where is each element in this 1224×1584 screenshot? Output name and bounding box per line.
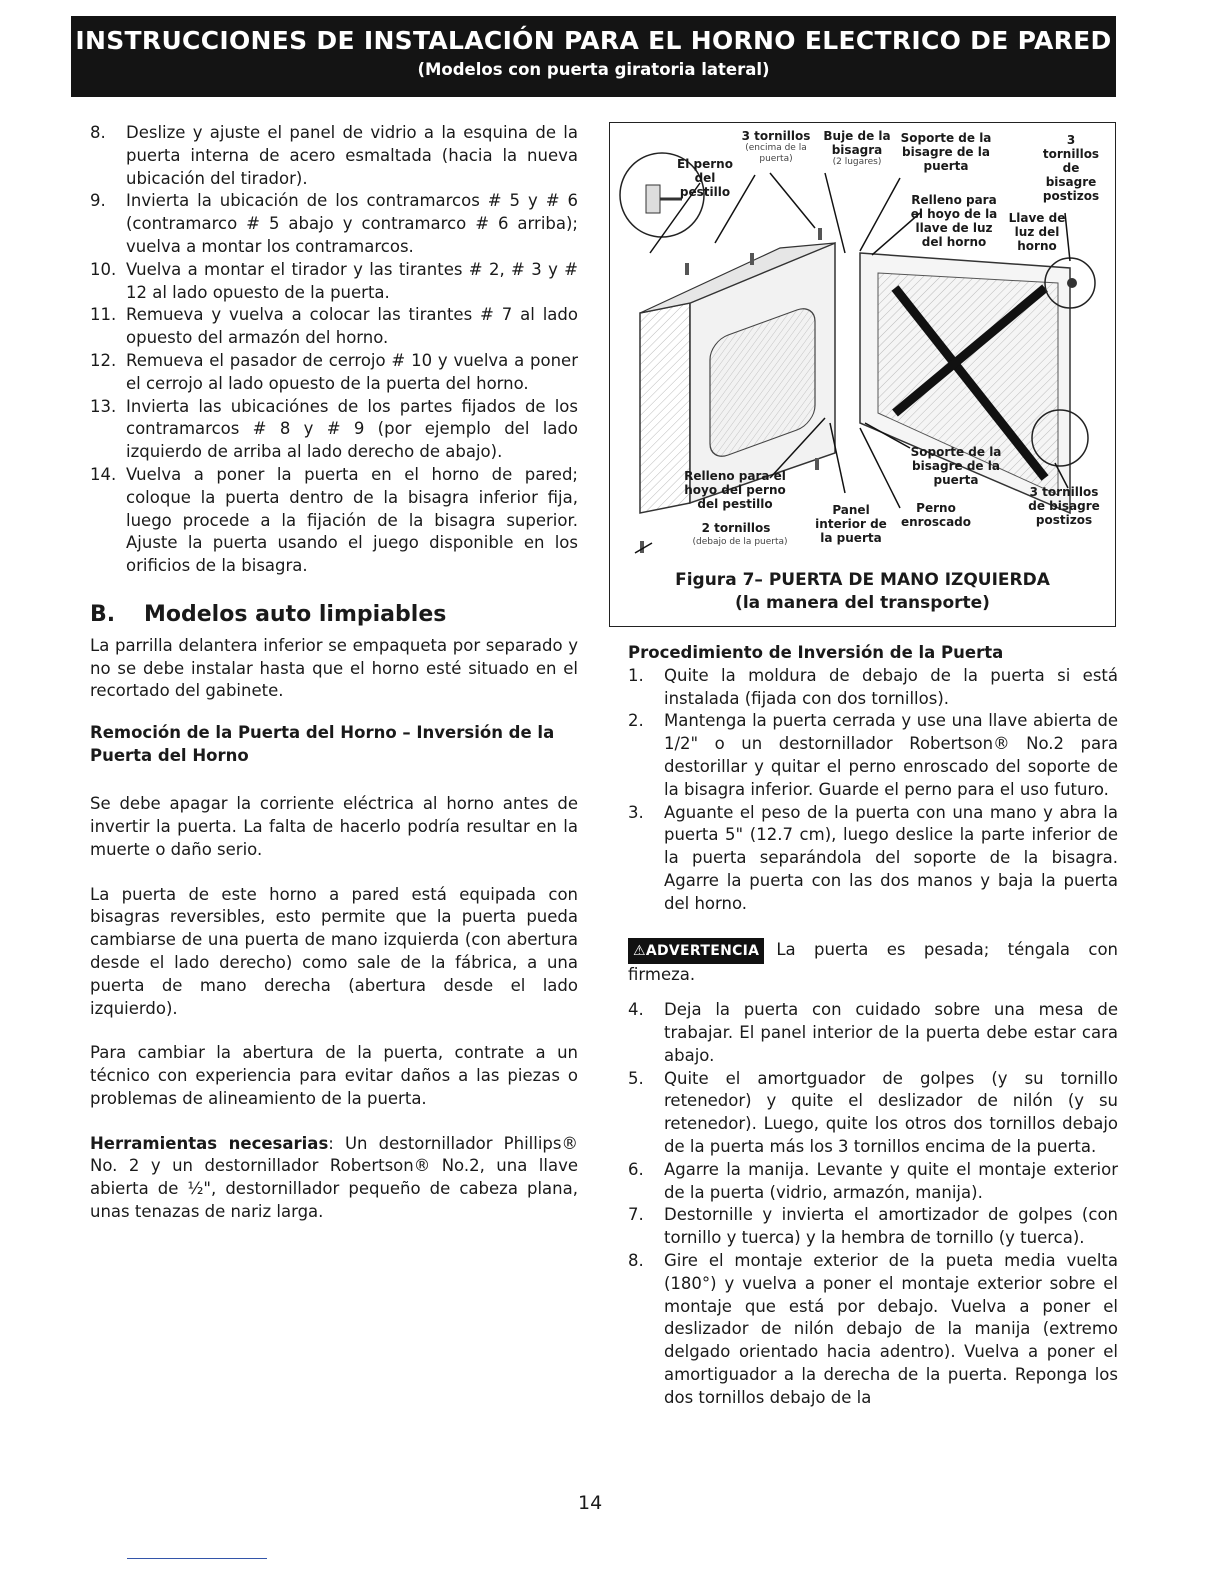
left-column bbox=[90, 122, 578, 1224]
label-soporte-top: Soporte de la bisagre de la puerta bbox=[900, 131, 992, 173]
figure-caption-line2: (la manera del transporte) bbox=[735, 593, 990, 613]
step-text: Mantenga la puerta cerrada y use una llave abierta de 1/2" o un destornillador Robertson® No.2 para destorillar y quitar el perno enroscado del soporte de la bisagra inferior. Guarde el perno para el uso futuro. bbox=[664, 711, 1118, 799]
list-item bbox=[628, 802, 1118, 916]
label-llave-luz: Llave de luz del horno bbox=[1008, 211, 1066, 253]
door-removal-subheading: Remoción de la Puerta del Horno – Inversión de la Puerta del Horno bbox=[90, 723, 555, 766]
warning-label: ADVERTENCIA bbox=[645, 942, 760, 959]
step-number: 12. bbox=[90, 350, 117, 370]
step-text: Agarre la manija. Levante y quite el montaje exterior de la puerta (vidrio, armazón, manija). bbox=[664, 1159, 1118, 1202]
label-soporte-bottom: Soporte de la bisagre de la puerta bbox=[910, 445, 1002, 487]
tools-label: Herramientas necesarias bbox=[90, 1133, 329, 1153]
list-item bbox=[628, 1204, 1118, 1250]
section-letter: B. bbox=[90, 601, 116, 627]
list-item bbox=[90, 396, 578, 464]
warning-paragraph bbox=[628, 938, 1118, 988]
step-number: 14. bbox=[90, 464, 117, 484]
step-number: 7. bbox=[628, 1205, 644, 1225]
warning-text: La puerta es pesada; téngala con firmeza. bbox=[628, 939, 1118, 985]
list-item bbox=[90, 350, 578, 396]
step-text: Invierta la ubicación de los contramarcos # 5 y # 6 (contramarco # 5 abajo y contramarco # 6 arriba); vuelva a montar los contramarcos. bbox=[126, 191, 578, 256]
power-warning-paragraph: Se debe apagar la corriente eléctrica al horno antes de invertir la puerta. La falta de hacerlo podría resultar en la muerte o daño serio. bbox=[90, 794, 578, 859]
label-relleno-luz: Relleno para el hoyo de la llave de luz del horno bbox=[910, 193, 998, 249]
list-item bbox=[628, 1250, 1118, 1410]
step-text: Quite la moldura de debajo de la puerta si está instalada (fijada con dos tornillos). bbox=[664, 665, 1118, 708]
step-text: Invierta las ubicaciónes de los partes fijados de los contramarcos # 8 y # 9 (por ejemplo del lado izquierdo de arriba al lado derecho de abajo). bbox=[126, 396, 578, 462]
label-perno: Perno enroscado bbox=[900, 501, 972, 529]
right-column bbox=[628, 642, 1118, 1410]
tools-text: : Un destornillador Phillips® No. 2 y un destornillador Robertson® No.2, una llave abierta de ½", destornillador pequeño de cabeza plana, unas tenazas de nariz larga. bbox=[90, 1133, 578, 1222]
list-item bbox=[90, 122, 578, 190]
procedure-steps-b bbox=[628, 999, 1118, 1409]
list-item bbox=[628, 1068, 1118, 1159]
figure-caption-line1: Figura 7– PUERTA DE MANO IZQUIERDA bbox=[675, 570, 1050, 590]
step-number: 11. bbox=[90, 305, 117, 325]
step-text: Vuelva a montar el tirador y las tirantes # 2, # 3 y # 12 al lado opuesto de la puerta. bbox=[126, 259, 578, 302]
footer-divider bbox=[127, 1558, 267, 1559]
label-panel: Panel interior de la puerta bbox=[815, 503, 887, 545]
label-buje-note: (2 lugares) bbox=[832, 157, 882, 167]
step-text: Remueva el pasador de cerrojo # 10 y vuelva a poner el cerrojo al lado opuesto de la puerta del horno. bbox=[126, 350, 578, 393]
label-tornillos-right: 3 tornillos de bisagre postizos bbox=[1042, 133, 1100, 203]
step-text: Aguante el peso de la puerta con una mano y abra la puerta 5" (12.7 cm), luego deslice la parte inferior de la puerta separándola del soporte de la bisagra. Agarre la puerta con las dos manos y baja la puerta del horno. bbox=[664, 802, 1118, 913]
step-number: 6. bbox=[628, 1159, 644, 1179]
step-number: 2. bbox=[628, 711, 644, 731]
list-item bbox=[90, 190, 578, 258]
step-number: 5. bbox=[628, 1068, 644, 1088]
page-number: 14 bbox=[578, 1492, 603, 1514]
page-subtitle: (Modelos con puerta giratoria lateral) bbox=[417, 60, 770, 79]
step-text: Quite el amortguador de golpes (y su tornillo retenedor) y quite el deslizador de nilón (y su retenedor). Luego, quite los otros dos tornillos debajo de la puerta más los 3 tornillos encima de la puerta. bbox=[664, 1068, 1118, 1156]
label-tornillos-bottom: 2 tornillos bbox=[701, 521, 771, 535]
label-tornillos-bottom-note: (debajo de la puerta) bbox=[692, 537, 788, 547]
step-number: 13. bbox=[90, 396, 117, 416]
technician-paragraph: Para cambiar la abertura de la puerta, contrate a un técnico con experiencia para evitar daños a las piezas o problemas de alineamiento de la puerta. bbox=[90, 1043, 578, 1108]
reversible-hinges-paragraph: La puerta de este horno a pared está equipada con bisagras reversibles, esto permite que la puerta pueda cambiarse de una puerta de mano izquierda (con abertura desde el lado derecho) como sale de la fábrica, a una puerta de mano derecha (abertura desde el lado izquierdo). bbox=[90, 884, 578, 1018]
warning-icon: ⚠ bbox=[633, 942, 646, 959]
warning-badge bbox=[628, 938, 764, 965]
label-tornillos-top: 3 tornillos bbox=[741, 129, 811, 143]
step-text: Deja la puerta con cuidado sobre una mesa de trabajar. El panel interior de la puerta debe estar cara abajo. bbox=[664, 1000, 1118, 1065]
label-relleno-perno: Relleno para el hoyo del perno del pestillo bbox=[684, 469, 786, 511]
step-number: 3. bbox=[628, 802, 644, 822]
step-text: Deslize y ajuste el panel de vidrio a la esquina de la puerta interna de acero esmaltada (hacia la nueva ubicación del tirador). bbox=[126, 123, 578, 188]
page-header bbox=[71, 16, 1116, 97]
tools-paragraph bbox=[90, 1133, 578, 1224]
list-item bbox=[90, 464, 578, 578]
page-title: INSTRUCCIONES DE INSTALACIÓN PARA EL HORNO ELECTRICO DE PARED bbox=[75, 26, 1112, 55]
step-number: 8. bbox=[90, 123, 106, 142]
list-item bbox=[628, 665, 1118, 711]
step-text: Vuelva a poner la puerta en el horno de pared; coloque la puerta dentro de la bisagra inferior fija, luego procede a la fijación de la bisagra superior. Ajuste la puerta usando el juego disponible en los orificios de la bisagra. bbox=[126, 464, 578, 576]
list-item bbox=[90, 304, 578, 350]
figure-7 bbox=[609, 122, 1116, 627]
step-text: Destornille y invierta el amortizador de golpes (con tornillo y tuerca) y la hembra de tornillo (y tuerca). bbox=[664, 1205, 1118, 1248]
left-steps-list bbox=[90, 122, 578, 578]
section-title: Modelos auto limpiables bbox=[144, 601, 447, 627]
procedure-heading: Procedimiento de Inversión de la Puerta bbox=[628, 643, 1004, 662]
latch-icon bbox=[646, 185, 660, 213]
step-number: 1. bbox=[628, 665, 644, 685]
section-b-intro: La parrilla delantera inferior se empaqueta por separado y no se debe instalar hasta que el horno esté situado en el recortado del gabinete. bbox=[90, 635, 578, 701]
figure-caption bbox=[610, 569, 1115, 615]
step-number: 8. bbox=[628, 1250, 644, 1270]
label-buje: Buje de la bisagra bbox=[823, 129, 891, 157]
step-text: Gire el montaje exterior de la pueta media vuelta (180°) y vuelva a poner el montaje exterior sobre el montaje que está por debajo. Vuelva a poner el deslizador de nilón debajo de la manija (extremo delgado orientado hacia adentro). Vuelva a poner el amortiguador a la derecha de la puerta. Reponga los dos tornillos debajo de la bbox=[664, 1250, 1118, 1407]
section-b-heading bbox=[90, 601, 578, 627]
label-tornillos-bottom-right: 3 tornillos de bisagre postizos bbox=[1028, 485, 1100, 527]
list-item bbox=[628, 999, 1118, 1067]
procedure-steps-a bbox=[628, 665, 1118, 916]
list-item bbox=[90, 259, 578, 305]
step-number: 10. bbox=[90, 259, 117, 279]
step-text: Remueva y vuelva a colocar las tirantes # 7 al lado opuesto del armazón del horno. bbox=[126, 305, 578, 348]
step-number: 9. bbox=[90, 191, 106, 211]
label-tornillos-top-note: (encima de la puerta) bbox=[745, 143, 807, 164]
list-item bbox=[628, 710, 1118, 801]
label-perno-pestillo: El perno del pestillo bbox=[677, 157, 733, 199]
step-number: 4. bbox=[628, 1000, 644, 1020]
list-item bbox=[628, 1159, 1118, 1205]
